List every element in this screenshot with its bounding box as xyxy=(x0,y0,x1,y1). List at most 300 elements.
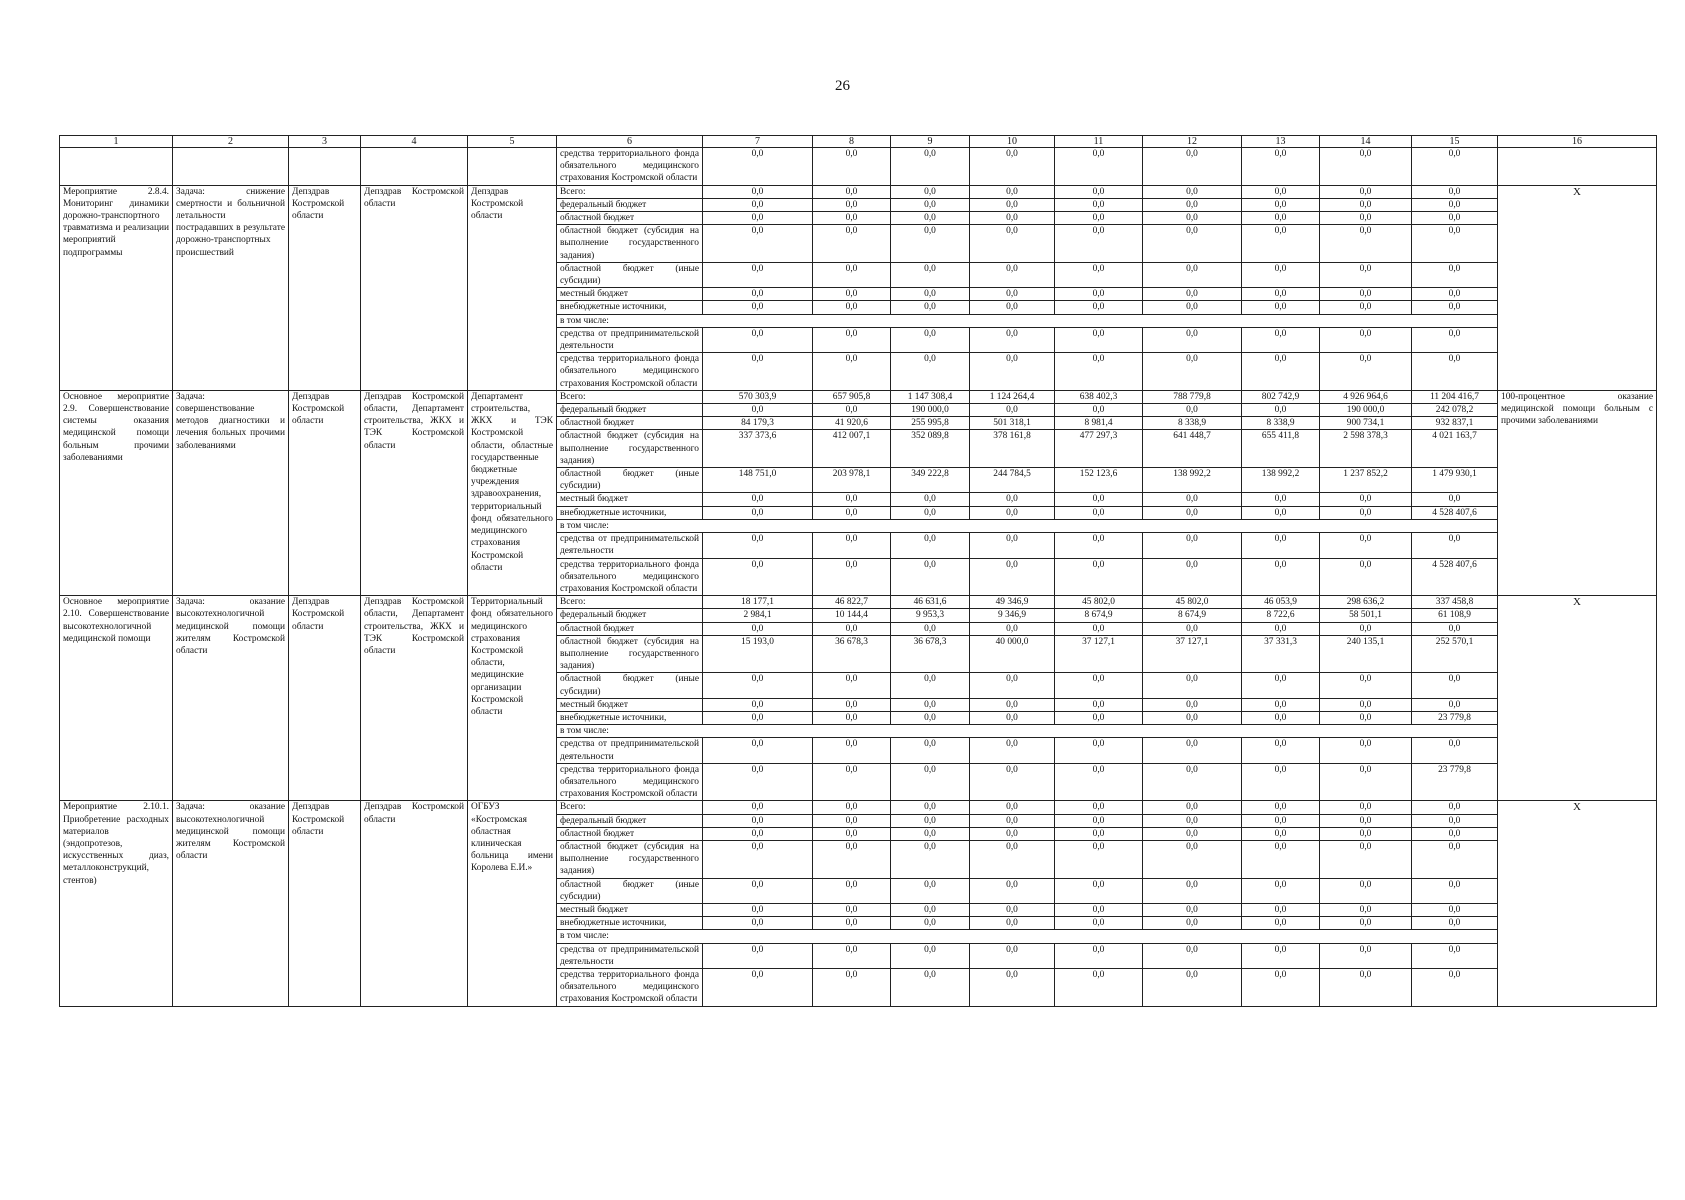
empty-cell xyxy=(60,148,173,186)
funding-source: Всего: xyxy=(557,185,703,198)
amount-cell: 0,0 xyxy=(813,711,891,724)
funding-source: областной бюджет xyxy=(557,417,703,430)
coexecutor-cell: Депздрав Костромской области, Департамент строительства, ЖКХ и ТЭК Костромской области xyxy=(361,390,468,595)
amount-cell: 0,0 xyxy=(891,840,970,878)
amount-cell: 0,0 xyxy=(891,711,970,724)
amount-cell: 0,0 xyxy=(1242,301,1320,314)
amount-cell: 0,0 xyxy=(1320,212,1412,225)
funding-source: внебюджетные источники, xyxy=(557,301,703,314)
amount-cell: 0,0 xyxy=(1055,622,1143,635)
amount-cell: 0,0 xyxy=(1143,711,1242,724)
amount-cell: 0,0 xyxy=(1143,353,1242,391)
indicator-cell: Х xyxy=(1498,596,1657,801)
amount-cell: 0,0 xyxy=(1143,185,1242,198)
amount-cell: 0,0 xyxy=(813,404,891,417)
responsible-cell: Депздрав Костромской области xyxy=(289,596,361,801)
amount-cell: 638 402,3 xyxy=(1055,390,1143,403)
amount-cell: 0,0 xyxy=(1143,622,1242,635)
amount-cell: 10 144,4 xyxy=(813,609,891,622)
funding-source: областной бюджет (иные субсидии) xyxy=(557,878,703,903)
amount-cell: 0,0 xyxy=(1412,903,1498,916)
amount-cell: 0,0 xyxy=(970,558,1055,596)
column-number: 3 xyxy=(289,136,361,148)
amount-cell: 0,0 xyxy=(1055,903,1143,916)
column-number: 10 xyxy=(970,136,1055,148)
amount-cell: 0,0 xyxy=(970,301,1055,314)
amount-cell: 45 802,0 xyxy=(1055,596,1143,609)
amount-cell: 0,0 xyxy=(703,840,813,878)
amount-cell: 0,0 xyxy=(1055,801,1143,814)
amount-cell: 0,0 xyxy=(891,969,970,1007)
amount-cell: 0,0 xyxy=(1320,148,1412,186)
amount-cell: 0,0 xyxy=(1055,943,1143,968)
amount-cell: 242 078,2 xyxy=(1412,404,1498,417)
amount-cell: 152 123,6 xyxy=(1055,468,1143,493)
amount-cell: 0,0 xyxy=(1143,943,1242,968)
column-number: 11 xyxy=(1055,136,1143,148)
amount-cell: 4 528 407,6 xyxy=(1412,558,1498,596)
amount-cell: 0,0 xyxy=(1143,301,1242,314)
amount-cell: 0,0 xyxy=(703,225,813,263)
amount-cell: 0,0 xyxy=(1143,533,1242,558)
amount-cell: 0,0 xyxy=(891,212,970,225)
amount-cell: 0,0 xyxy=(891,903,970,916)
amount-cell: 0,0 xyxy=(1412,840,1498,878)
funding-source: в том числе: xyxy=(557,930,1498,943)
amount-cell: 0,0 xyxy=(970,212,1055,225)
funding-source: местный бюджет xyxy=(557,288,703,301)
empty-cell xyxy=(289,148,361,186)
column-number: 8 xyxy=(813,136,891,148)
amount-cell: 641 448,7 xyxy=(1143,430,1242,468)
amount-cell: 0,0 xyxy=(891,148,970,186)
amount-cell: 0,0 xyxy=(1055,763,1143,801)
amount-cell: 349 222,8 xyxy=(891,468,970,493)
amount-cell: 0,0 xyxy=(1242,840,1320,878)
column-number: 13 xyxy=(1242,136,1320,148)
amount-cell: 0,0 xyxy=(970,711,1055,724)
amount-cell: 0,0 xyxy=(1143,827,1242,840)
amount-cell: 0,0 xyxy=(970,185,1055,198)
amount-cell: 0,0 xyxy=(1055,878,1143,903)
amount-cell: 0,0 xyxy=(1412,198,1498,211)
amount-cell: 0,0 xyxy=(1143,698,1242,711)
column-number: 7 xyxy=(703,136,813,148)
funding-source: внебюджетные источники, xyxy=(557,506,703,519)
amount-cell: 45 802,0 xyxy=(1143,596,1242,609)
funding-source: Всего: xyxy=(557,596,703,609)
amount-cell: 0,0 xyxy=(813,917,891,930)
amount-cell: 657 905,8 xyxy=(813,390,891,403)
empty-cell xyxy=(173,148,289,186)
amount-cell: 0,0 xyxy=(813,622,891,635)
amount-cell: 0,0 xyxy=(1055,198,1143,211)
amount-cell: 0,0 xyxy=(1242,185,1320,198)
amount-cell: 46 822,7 xyxy=(813,596,891,609)
amount-cell: 0,0 xyxy=(1055,301,1143,314)
amount-cell: 190 000,0 xyxy=(1320,404,1412,417)
amount-cell: 0,0 xyxy=(703,353,813,391)
amount-cell: 0,0 xyxy=(1320,353,1412,391)
amount-cell: 0,0 xyxy=(1320,903,1412,916)
funding-source: средства территориального фонда обязательного медицинского страхования Костромской области xyxy=(557,353,703,391)
amount-cell: 0,0 xyxy=(891,943,970,968)
funding-source: федеральный бюджет xyxy=(557,814,703,827)
amount-cell: 0,0 xyxy=(703,533,813,558)
amount-cell: 23 779,8 xyxy=(1412,763,1498,801)
amount-cell: 0,0 xyxy=(813,878,891,903)
amount-cell: 0,0 xyxy=(703,711,813,724)
amount-cell: 0,0 xyxy=(813,225,891,263)
funding-row xyxy=(60,596,1657,609)
amount-cell: 46 053,9 xyxy=(1242,596,1320,609)
amount-cell: 0,0 xyxy=(891,353,970,391)
amount-cell: 0,0 xyxy=(1412,212,1498,225)
amount-cell: 252 570,1 xyxy=(1412,635,1498,673)
amount-cell: 0,0 xyxy=(703,763,813,801)
amount-cell: 0,0 xyxy=(703,827,813,840)
amount-cell: 0,0 xyxy=(1412,917,1498,930)
amount-cell: 0,0 xyxy=(1412,698,1498,711)
amount-cell: 0,0 xyxy=(1242,288,1320,301)
amount-cell: 1 479 930,1 xyxy=(1412,468,1498,493)
column-number: 5 xyxy=(468,136,557,148)
column-number: 14 xyxy=(1320,136,1412,148)
amount-cell: 0,0 xyxy=(813,827,891,840)
empty-cell xyxy=(468,148,557,186)
event-cell: Мероприятие 2.8.4. Мониторинг динамики дорожно-транспортного травматизма и реализации мероприятий подпрограммы xyxy=(60,185,173,390)
amount-cell: 0,0 xyxy=(1320,840,1412,878)
amount-cell: 61 108,9 xyxy=(1412,609,1498,622)
amount-cell: 148 751,0 xyxy=(703,468,813,493)
amount-cell: 9 953,3 xyxy=(891,609,970,622)
amount-cell: 0,0 xyxy=(1412,622,1498,635)
amount-cell: 0,0 xyxy=(1055,148,1143,186)
funding-source: федеральный бюджет xyxy=(557,198,703,211)
funding-source: местный бюджет xyxy=(557,698,703,711)
amount-cell: 0,0 xyxy=(1412,288,1498,301)
amount-cell: 0,0 xyxy=(1055,711,1143,724)
amount-cell: 0,0 xyxy=(970,148,1055,186)
amount-cell: 8 338,9 xyxy=(1242,417,1320,430)
amount-cell: 0,0 xyxy=(1242,878,1320,903)
amount-cell: 0,0 xyxy=(1242,506,1320,519)
funding-source: Всего: xyxy=(557,801,703,814)
amount-cell: 0,0 xyxy=(1143,506,1242,519)
amount-cell: 0,0 xyxy=(703,917,813,930)
amount-cell: 0,0 xyxy=(1242,148,1320,186)
amount-cell: 0,0 xyxy=(891,917,970,930)
amount-cell: 0,0 xyxy=(1242,801,1320,814)
funding-source: областной бюджет (иные субсидии) xyxy=(557,468,703,493)
funding-source: областной бюджет (субсидия на выполнение государственного задания) xyxy=(557,635,703,673)
amount-cell: 0,0 xyxy=(1320,327,1412,352)
amount-cell: 0,0 xyxy=(891,801,970,814)
amount-cell: 0,0 xyxy=(1242,698,1320,711)
amount-cell: 0,0 xyxy=(1412,493,1498,506)
amount-cell: 0,0 xyxy=(1055,262,1143,287)
amount-cell: 0,0 xyxy=(703,878,813,903)
amount-cell: 37 127,1 xyxy=(1055,635,1143,673)
amount-cell: 0,0 xyxy=(1143,801,1242,814)
amount-cell: 0,0 xyxy=(970,533,1055,558)
amount-cell: 0,0 xyxy=(970,198,1055,211)
amount-cell: 0,0 xyxy=(970,353,1055,391)
amount-cell: 0,0 xyxy=(1143,212,1242,225)
amount-cell: 0,0 xyxy=(970,801,1055,814)
amount-cell: 0,0 xyxy=(1320,698,1412,711)
amount-cell: 0,0 xyxy=(970,327,1055,352)
indicator-cell: Х xyxy=(1498,185,1657,390)
amount-cell: 0,0 xyxy=(1412,943,1498,968)
amount-cell: 0,0 xyxy=(703,738,813,763)
amount-cell: 0,0 xyxy=(813,212,891,225)
amount-cell: 255 995,8 xyxy=(891,417,970,430)
funding-source: областной бюджет xyxy=(557,827,703,840)
coexecutor-cell: Депздрав Костромской области xyxy=(361,801,468,1006)
amount-cell: 0,0 xyxy=(703,969,813,1007)
amount-cell: 0,0 xyxy=(1412,148,1498,186)
funding-source: средства от предпринимательской деятельности xyxy=(557,533,703,558)
amount-cell: 0,0 xyxy=(1055,698,1143,711)
amount-cell: 0,0 xyxy=(1055,506,1143,519)
amount-cell: 0,0 xyxy=(1055,353,1143,391)
amount-cell: 0,0 xyxy=(813,533,891,558)
amount-cell: 0,0 xyxy=(970,917,1055,930)
amount-cell: 0,0 xyxy=(703,327,813,352)
amount-cell: 0,0 xyxy=(1412,353,1498,391)
amount-cell: 0,0 xyxy=(703,943,813,968)
amount-cell: 570 303,9 xyxy=(703,390,813,403)
amount-cell: 0,0 xyxy=(703,622,813,635)
amount-cell: 0,0 xyxy=(813,673,891,698)
amount-cell: 0,0 xyxy=(813,327,891,352)
amount-cell: 0,0 xyxy=(891,558,970,596)
amount-cell: 190 000,0 xyxy=(891,404,970,417)
amount-cell: 0,0 xyxy=(1143,763,1242,801)
amount-cell: 0,0 xyxy=(1055,404,1143,417)
indicator-cell: 100-процентное оказание медицинской помощи больным с прочими заболеваниями xyxy=(1498,390,1657,595)
amount-cell: 138 992,2 xyxy=(1242,468,1320,493)
amount-cell: 0,0 xyxy=(891,738,970,763)
amount-cell: 0,0 xyxy=(813,801,891,814)
amount-cell: 0,0 xyxy=(813,738,891,763)
amount-cell: 0,0 xyxy=(1242,262,1320,287)
amount-cell: 0,0 xyxy=(703,148,813,186)
amount-cell: 0,0 xyxy=(1143,262,1242,287)
amount-cell: 1 124 264,4 xyxy=(970,390,1055,403)
amount-cell: 0,0 xyxy=(970,738,1055,763)
amount-cell: 2 598 378,3 xyxy=(1320,430,1412,468)
amount-cell: 0,0 xyxy=(813,148,891,186)
amount-cell: 0,0 xyxy=(1055,738,1143,763)
amount-cell: 0,0 xyxy=(1412,185,1498,198)
amount-cell: 0,0 xyxy=(970,622,1055,635)
column-number: 2 xyxy=(173,136,289,148)
funding-source: средства территориального фонда обязательного медицинского страхования Костромской области xyxy=(557,148,703,186)
amount-cell: 0,0 xyxy=(1242,493,1320,506)
amount-cell: 0,0 xyxy=(1242,558,1320,596)
amount-cell: 0,0 xyxy=(1143,404,1242,417)
amount-cell: 0,0 xyxy=(1320,225,1412,263)
funding-source: средства территориального фонда обязательного медицинского страхования Костромской области xyxy=(557,969,703,1007)
amount-cell: 0,0 xyxy=(1143,288,1242,301)
empty-cell xyxy=(361,148,468,186)
amount-cell: 0,0 xyxy=(1055,288,1143,301)
amount-cell: 46 631,6 xyxy=(891,596,970,609)
amount-cell: 0,0 xyxy=(891,506,970,519)
coexecutor-cell: Депздрав Костромской области, Департамент строительства, ЖКХ и ТЭК Костромской области xyxy=(361,596,468,801)
amount-cell: 0,0 xyxy=(891,288,970,301)
amount-cell: 4 926 964,6 xyxy=(1320,390,1412,403)
amount-cell: 240 135,1 xyxy=(1320,635,1412,673)
amount-cell: 0,0 xyxy=(891,225,970,263)
participant-cell: ОГБУЗ «Костромская областная клиническая больница имени Королева Е.И.» xyxy=(468,801,557,1006)
amount-cell: 0,0 xyxy=(1242,917,1320,930)
amount-cell: 0,0 xyxy=(1055,327,1143,352)
amount-cell: 0,0 xyxy=(1242,943,1320,968)
task-cell: Задача: оказание высокотехнологичной медицинской помощи жителям Костромской области xyxy=(173,596,289,801)
amount-cell: 0,0 xyxy=(813,969,891,1007)
task-cell: Задача: совершенствование методов диагностики и лечения больных прочими заболеваниями xyxy=(173,390,289,595)
amount-cell: 0,0 xyxy=(1320,738,1412,763)
amount-cell: 0,0 xyxy=(970,827,1055,840)
amount-cell: 0,0 xyxy=(1412,814,1498,827)
amount-cell: 0,0 xyxy=(813,903,891,916)
participant-cell: Территориальный фонд обязательного медицинского страхования Костромской области, медицинские организации Костромской области xyxy=(468,596,557,801)
funding-source: областной бюджет (субсидия на выполнение государственного задания) xyxy=(557,225,703,263)
amount-cell: 0,0 xyxy=(1242,212,1320,225)
event-cell: Мероприятие 2.10.1. Приобретение расходных материалов (эндопротезов, искусственных диаз, металлоконструкций, стентов) xyxy=(60,801,173,1006)
amount-cell: 49 346,9 xyxy=(970,596,1055,609)
amount-cell: 0,0 xyxy=(1143,327,1242,352)
amount-cell: 0,0 xyxy=(813,301,891,314)
amount-cell: 0,0 xyxy=(1320,878,1412,903)
column-number: 6 xyxy=(557,136,703,148)
budget-table xyxy=(59,135,1657,1007)
amount-cell: 0,0 xyxy=(703,558,813,596)
amount-cell: 0,0 xyxy=(813,943,891,968)
amount-cell: 0,0 xyxy=(813,558,891,596)
amount-cell: 0,0 xyxy=(1320,288,1412,301)
amount-cell: 0,0 xyxy=(703,506,813,519)
amount-cell: 0,0 xyxy=(703,698,813,711)
amount-cell: 0,0 xyxy=(1412,673,1498,698)
column-number: 12 xyxy=(1143,136,1242,148)
amount-cell: 41 920,6 xyxy=(813,417,891,430)
amount-cell: 36 678,3 xyxy=(813,635,891,673)
amount-cell: 0,0 xyxy=(703,404,813,417)
funding-source: в том числе: xyxy=(557,314,1498,327)
amount-cell: 0,0 xyxy=(813,506,891,519)
amount-cell: 0,0 xyxy=(1412,801,1498,814)
amount-cell: 58 501,1 xyxy=(1320,609,1412,622)
amount-cell: 0,0 xyxy=(1242,738,1320,763)
amount-cell: 0,0 xyxy=(703,262,813,287)
amount-cell: 0,0 xyxy=(1242,225,1320,263)
amount-cell: 0,0 xyxy=(970,814,1055,827)
amount-cell: 0,0 xyxy=(891,827,970,840)
responsible-cell: Депздрав Костромской области xyxy=(289,801,361,1006)
amount-cell: 8 674,9 xyxy=(1143,609,1242,622)
amount-cell: 0,0 xyxy=(891,185,970,198)
amount-cell: 1 237 852,2 xyxy=(1320,468,1412,493)
amount-cell: 0,0 xyxy=(703,185,813,198)
amount-cell: 0,0 xyxy=(1055,969,1143,1007)
amount-cell: 0,0 xyxy=(1320,198,1412,211)
amount-cell: 0,0 xyxy=(1143,903,1242,916)
column-number-row xyxy=(60,136,1657,148)
funding-source: федеральный бюджет xyxy=(557,404,703,417)
amount-cell: 0,0 xyxy=(1242,198,1320,211)
funding-source: внебюджетные источники, xyxy=(557,917,703,930)
amount-cell: 0,0 xyxy=(813,353,891,391)
amount-cell: 0,0 xyxy=(1320,493,1412,506)
amount-cell: 0,0 xyxy=(1242,673,1320,698)
funding-row xyxy=(60,390,1657,403)
funding-source: средства территориального фонда обязательного медицинского страхования Костромской области xyxy=(557,558,703,596)
amount-cell: 0,0 xyxy=(891,698,970,711)
funding-source: в том числе: xyxy=(557,519,1498,532)
column-number: 9 xyxy=(891,136,970,148)
amount-cell: 0,0 xyxy=(703,301,813,314)
amount-cell: 0,0 xyxy=(891,622,970,635)
amount-cell: 0,0 xyxy=(703,212,813,225)
amount-cell: 0,0 xyxy=(1242,711,1320,724)
amount-cell: 378 161,8 xyxy=(970,430,1055,468)
amount-cell: 23 779,8 xyxy=(1412,711,1498,724)
amount-cell: 0,0 xyxy=(1055,212,1143,225)
amount-cell: 0,0 xyxy=(1143,673,1242,698)
amount-cell: 0,0 xyxy=(1242,622,1320,635)
amount-cell: 0,0 xyxy=(1143,814,1242,827)
amount-cell: 0,0 xyxy=(1412,262,1498,287)
amount-cell: 0,0 xyxy=(1320,801,1412,814)
amount-cell: 0,0 xyxy=(1055,533,1143,558)
amount-cell: 0,0 xyxy=(1055,673,1143,698)
amount-cell: 0,0 xyxy=(1320,301,1412,314)
amount-cell: 0,0 xyxy=(1412,878,1498,903)
amount-cell: 0,0 xyxy=(1320,622,1412,635)
amount-cell: 2 984,1 xyxy=(703,609,813,622)
task-cell: Задача: оказание высокотехнологичной медицинской помощи жителям Костромской области xyxy=(173,801,289,1006)
participant-cell: Депздрав Костромской области xyxy=(468,185,557,390)
amount-cell: 0,0 xyxy=(703,288,813,301)
amount-cell: 0,0 xyxy=(813,198,891,211)
amount-cell: 0,0 xyxy=(1320,533,1412,558)
amount-cell: 0,0 xyxy=(813,814,891,827)
amount-cell: 0,0 xyxy=(1412,969,1498,1007)
amount-cell: 352 089,8 xyxy=(891,430,970,468)
amount-cell: 0,0 xyxy=(813,288,891,301)
funding-source: средства от предпринимательской деятельности xyxy=(557,738,703,763)
amount-cell: 4 528 407,6 xyxy=(1412,506,1498,519)
amount-cell: 788 779,8 xyxy=(1143,390,1242,403)
amount-cell: 1 147 308,4 xyxy=(891,390,970,403)
participant-cell: Департамент строительства, ЖКХ и ТЭК Костромской области, областные государственные бюджетные учреждения здравоохранения, территориальный фонд обязательного медицинского страхования Костромской области xyxy=(468,390,557,595)
amount-cell: 0,0 xyxy=(1320,711,1412,724)
amount-cell: 36 678,3 xyxy=(891,635,970,673)
amount-cell: 0,0 xyxy=(1143,558,1242,596)
amount-cell: 0,0 xyxy=(1242,533,1320,558)
amount-cell: 0,0 xyxy=(1143,878,1242,903)
amount-cell: 0,0 xyxy=(1143,917,1242,930)
funding-source: областной бюджет (субсидия на выполнение государственного задания) xyxy=(557,430,703,468)
amount-cell: 0,0 xyxy=(703,801,813,814)
responsible-cell: Депздрав Костромской области xyxy=(289,390,361,595)
amount-cell: 0,0 xyxy=(1320,185,1412,198)
amount-cell: 0,0 xyxy=(1242,353,1320,391)
